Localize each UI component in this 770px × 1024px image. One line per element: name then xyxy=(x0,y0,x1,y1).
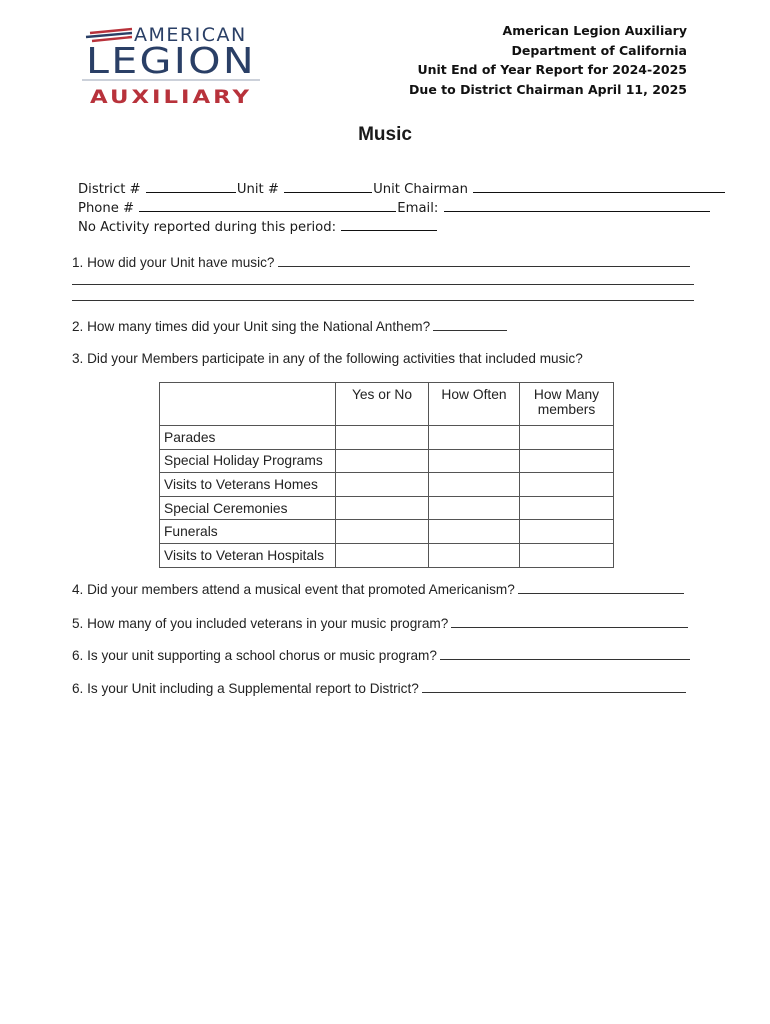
header-how-many-members: How Many members xyxy=(520,383,614,426)
yes-or-no-cell[interactable] xyxy=(336,426,429,450)
activity-name: Funerals xyxy=(160,520,336,544)
question-3 xyxy=(72,351,583,366)
question-4 xyxy=(72,581,684,597)
phone-field[interactable] xyxy=(139,198,396,212)
district-unit-row xyxy=(78,179,726,197)
header-organization: American Legion Auxiliary xyxy=(502,23,687,38)
yes-or-no-cell[interactable] xyxy=(336,473,429,497)
activity-table-header xyxy=(160,383,614,426)
table-row xyxy=(160,543,614,567)
header-how-often: How Often xyxy=(429,383,520,426)
header-activity xyxy=(160,383,336,426)
activity-name: Visits to Veterans Homes xyxy=(160,473,336,497)
question-5 xyxy=(72,615,688,631)
header-due-date: Due to District Chairman April 11, 2025 xyxy=(409,81,687,97)
activity-name: Special Holiday Programs xyxy=(160,449,336,473)
unit-field[interactable] xyxy=(284,179,372,193)
question-7 xyxy=(72,680,686,696)
activity-name: Parades xyxy=(160,426,336,450)
table-row xyxy=(160,449,614,473)
how-many-members-cell[interactable] xyxy=(520,449,614,473)
how-many-members-cell[interactable] xyxy=(520,496,614,520)
unit-chairman-field[interactable] xyxy=(473,179,725,193)
question-7-text: 6. Is your Unit including a Supplemental report to District? xyxy=(72,681,419,696)
how-often-cell[interactable] xyxy=(429,543,520,567)
yes-or-no-cell[interactable] xyxy=(336,520,429,544)
american-legion-auxiliary-logo xyxy=(80,22,262,108)
flag-stripes-icon xyxy=(86,29,132,41)
question-5-answer-line[interactable] xyxy=(451,615,688,628)
question-6 xyxy=(72,647,690,663)
activity-table xyxy=(159,382,614,568)
how-many-members-cell[interactable] xyxy=(520,520,614,544)
question-2-answer-line[interactable] xyxy=(433,318,507,331)
logo-american-text: AMERICAN xyxy=(134,24,247,46)
district-label: District # xyxy=(78,182,141,197)
table-row xyxy=(160,496,614,520)
how-often-cell[interactable] xyxy=(429,520,520,544)
no-activity-label: No Activity reported during this period: xyxy=(78,220,337,235)
how-often-cell[interactable] xyxy=(429,449,520,473)
table-row xyxy=(160,473,614,497)
question-6-answer-line[interactable] xyxy=(440,647,690,660)
page-title: Music xyxy=(358,124,412,145)
how-many-members-cell[interactable] xyxy=(520,426,614,450)
question-3-text: 3. Did your Members participate in any of the following activities that included music? xyxy=(72,351,583,366)
logo-legion-text: LEGION xyxy=(86,41,256,82)
question-1-answer-line-2[interactable] xyxy=(72,284,694,285)
how-often-cell[interactable] xyxy=(429,496,520,520)
header-report-title: Unit End of Year Report for 2024-2025 xyxy=(417,62,687,78)
yes-or-no-cell[interactable] xyxy=(336,543,429,567)
district-field[interactable] xyxy=(146,179,236,193)
how-many-members-cell[interactable] xyxy=(520,473,614,497)
question-4-answer-line[interactable] xyxy=(518,581,684,594)
logo-auxiliary-text: AUXILIARY xyxy=(90,86,252,108)
activity-name: Special Ceremonies xyxy=(160,496,336,520)
no-activity-field[interactable] xyxy=(341,217,437,231)
question-1-text: 1. How did your Unit have music? xyxy=(72,255,275,270)
report-header xyxy=(409,21,687,99)
question-1-answer-line-3[interactable] xyxy=(72,300,694,301)
question-2 xyxy=(72,318,507,334)
question-5-text: 5. How many of you included veterans in your music program? xyxy=(72,616,449,631)
yes-or-no-cell[interactable] xyxy=(336,496,429,520)
email-field[interactable] xyxy=(444,198,710,212)
table-row xyxy=(160,520,614,544)
no-activity-row xyxy=(78,217,438,235)
email-label: Email: xyxy=(397,201,439,216)
how-often-cell[interactable] xyxy=(429,473,520,497)
header-yes-or-no: Yes or No xyxy=(336,383,429,426)
yes-or-no-cell[interactable] xyxy=(336,449,429,473)
question-1-answer-line[interactable] xyxy=(278,254,690,267)
unit-label: Unit # xyxy=(236,182,279,197)
how-many-members-cell[interactable] xyxy=(520,543,614,567)
question-6-text: 6. Is your unit supporting a school chorus or music program? xyxy=(72,648,437,663)
unit-chairman-label: Unit Chairman xyxy=(373,182,468,197)
question-2-text: 2. How many times did your Unit sing the National Anthem? xyxy=(72,319,431,334)
activity-name: Visits to Veteran Hospitals xyxy=(160,543,336,567)
question-1 xyxy=(72,254,690,270)
how-often-cell[interactable] xyxy=(429,426,520,450)
question-7-answer-line[interactable] xyxy=(422,680,686,693)
phone-email-row xyxy=(78,198,711,216)
question-4-text: 4. Did your members attend a musical event that promoted Americanism? xyxy=(72,582,515,597)
phone-label: Phone # xyxy=(78,201,135,216)
table-row xyxy=(160,426,614,450)
header-department: Department of California xyxy=(511,42,687,58)
